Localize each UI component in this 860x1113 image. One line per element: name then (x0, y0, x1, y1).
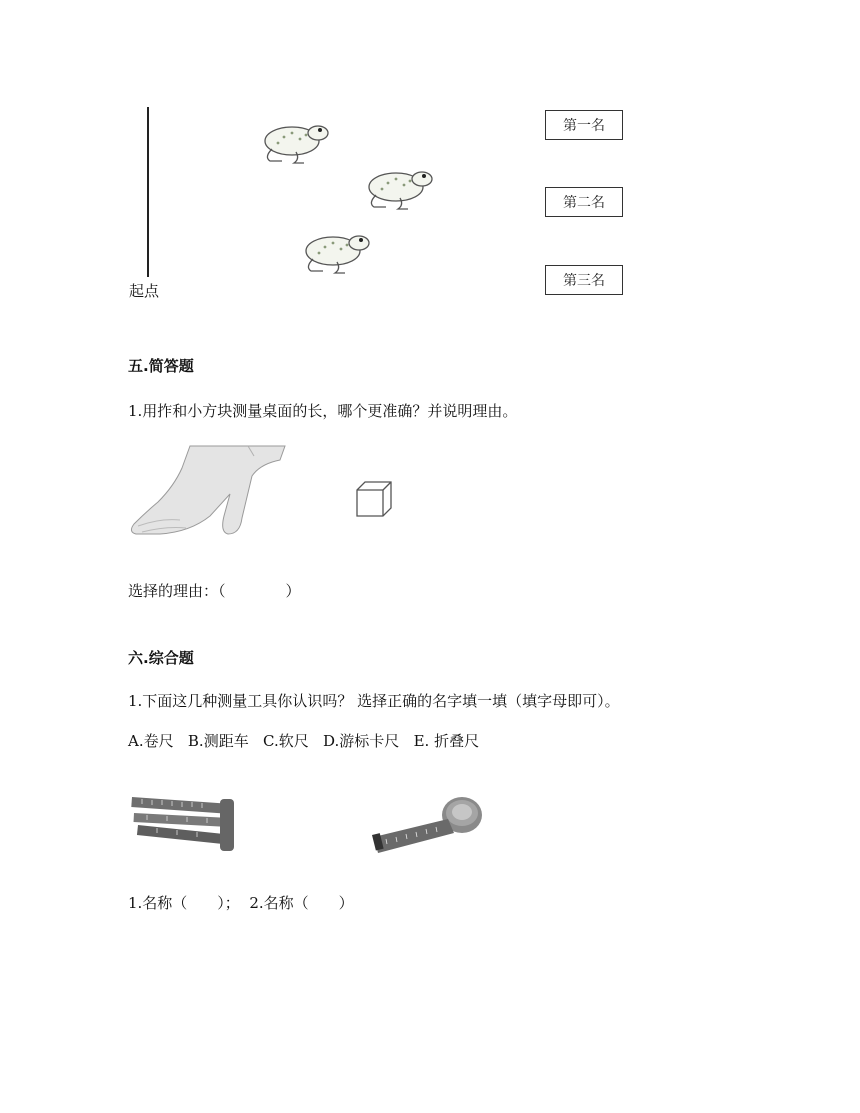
section-6-title: 六.综合题 (128, 649, 194, 667)
section-5-answer-line: 选择的理由：（ ） (128, 582, 301, 600)
section-6-options: A.卷尺 B.测距车 C.软尺 D.游标卡尺 E. 折叠尺 (128, 732, 480, 750)
section-5-title: 五.简答题 (128, 357, 194, 375)
rank-box-second: 第二名 (545, 187, 623, 217)
section-5-question: 1.用拃和小方块测量桌面的长，哪个更准确？并说明理由。 (128, 402, 518, 420)
frog-icon (256, 119, 332, 165)
folding-ruler-icon (132, 795, 237, 855)
section-6-question: 1.下面这几种测量工具你认识吗？ 选择正确的名字填一填（填字母即可）。 (128, 692, 620, 710)
soft-tape-measure-icon (370, 795, 485, 857)
section-6-answer-line: 1.名称（ ）； 2.名称（ ） (128, 894, 354, 912)
hand-span-icon (130, 446, 285, 538)
rank-box-third: 第三名 (545, 265, 623, 295)
rank-box-first: 第一名 (545, 110, 623, 140)
start-line (147, 107, 149, 277)
frog-icon (297, 229, 373, 275)
start-label: 起点 (129, 282, 160, 300)
cube-icon (355, 480, 393, 518)
frog-icon (360, 165, 436, 211)
